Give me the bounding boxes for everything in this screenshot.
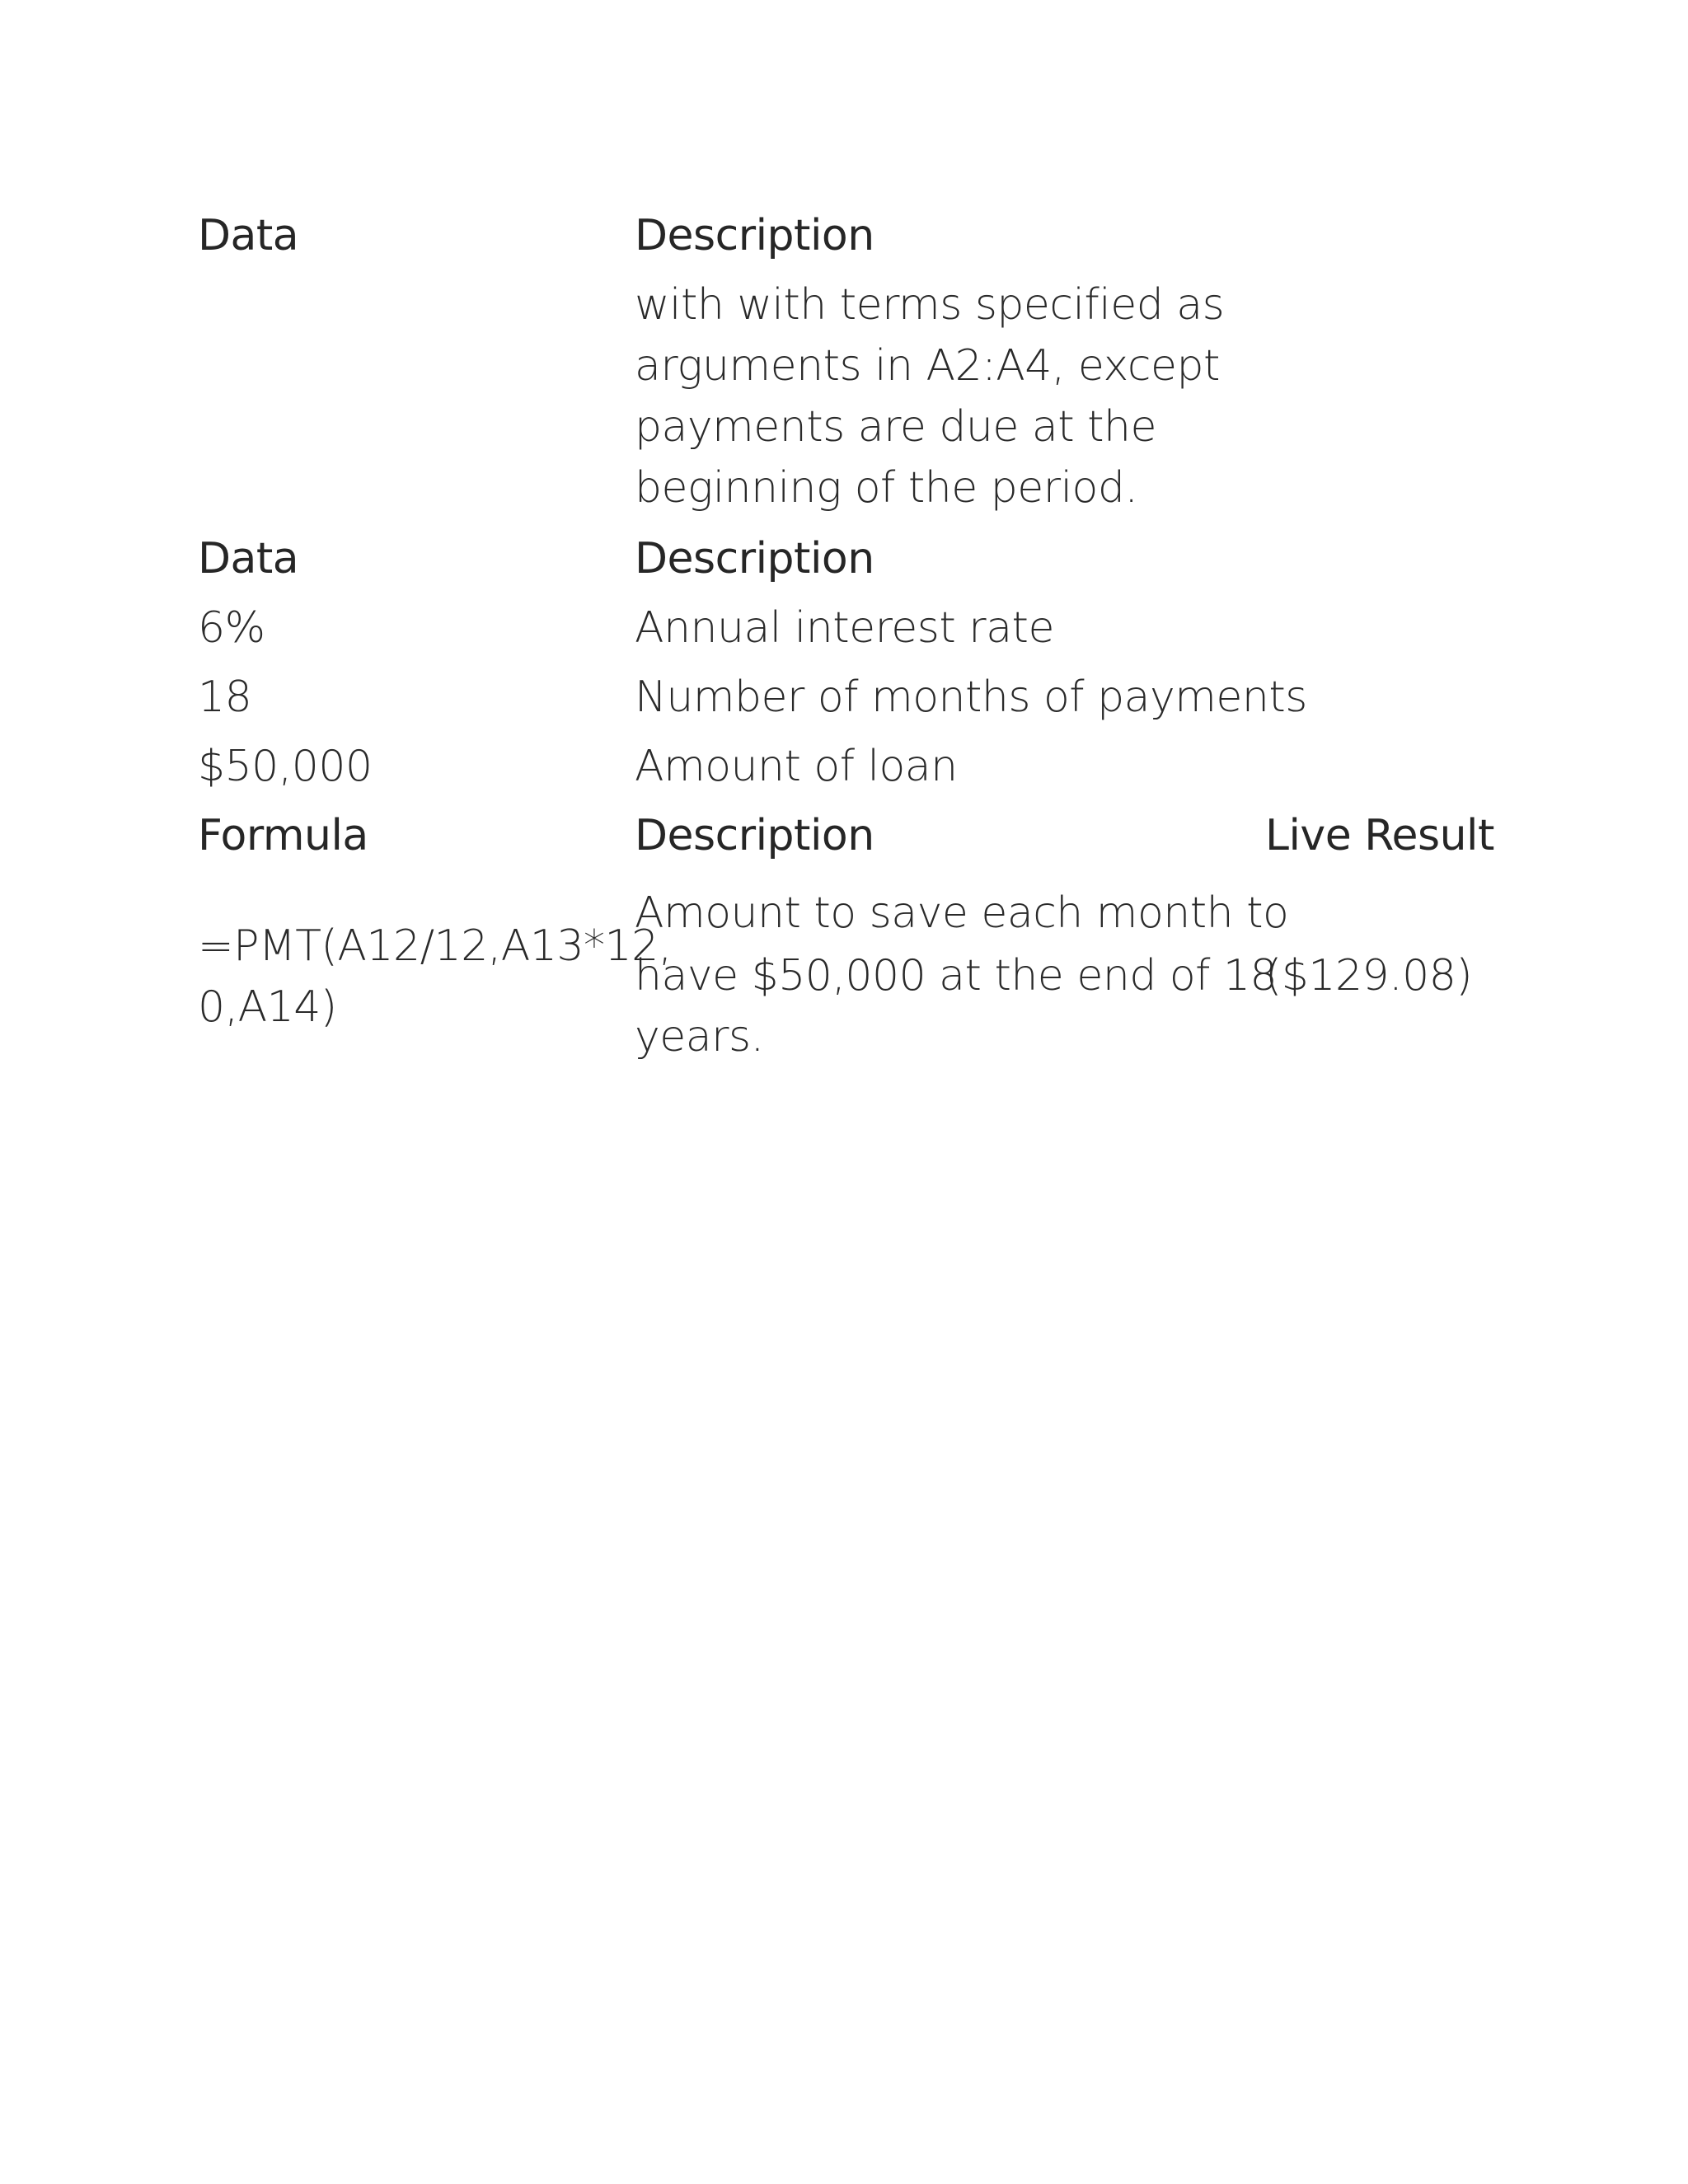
formula-description-line-3: years. xyxy=(635,1012,764,1062)
formula-description-line-2: have $50,000 at the end of 18 xyxy=(635,951,1278,1001)
formula-header: Formula xyxy=(198,811,368,860)
description-line-4: beginning of the period. xyxy=(635,463,1138,513)
description-header-2: Description xyxy=(635,534,874,583)
data-cell-rate: 6% xyxy=(198,603,265,653)
description-header-3: Description xyxy=(635,811,874,860)
data-cell-loan: $50,000 xyxy=(198,742,373,791)
data-header-1: Data xyxy=(198,211,299,260)
description-cell-rate: Annual interest rate xyxy=(635,603,1054,653)
live-result-value: ($129.08) xyxy=(1265,951,1473,1001)
formula-description-line-1: Amount to save each month to xyxy=(635,888,1289,938)
description-header-1: Description xyxy=(635,211,874,260)
live-result-header: Live Result xyxy=(1265,811,1494,860)
formula-line-2: 0,A14) xyxy=(198,982,337,1032)
description-line-2: arguments in A2:A4, except xyxy=(635,341,1220,391)
description-cell-months: Number of months of payments xyxy=(635,673,1307,722)
formula-line-1: =PMT(A12/12,A13*12, xyxy=(198,921,672,971)
description-line-3: payments are due at the xyxy=(635,402,1156,452)
data-cell-months: 18 xyxy=(198,673,252,722)
data-header-2: Data xyxy=(198,534,299,583)
description-cell-loan: Amount of loan xyxy=(635,742,958,791)
description-line-1: with with terms specified as xyxy=(635,280,1225,330)
